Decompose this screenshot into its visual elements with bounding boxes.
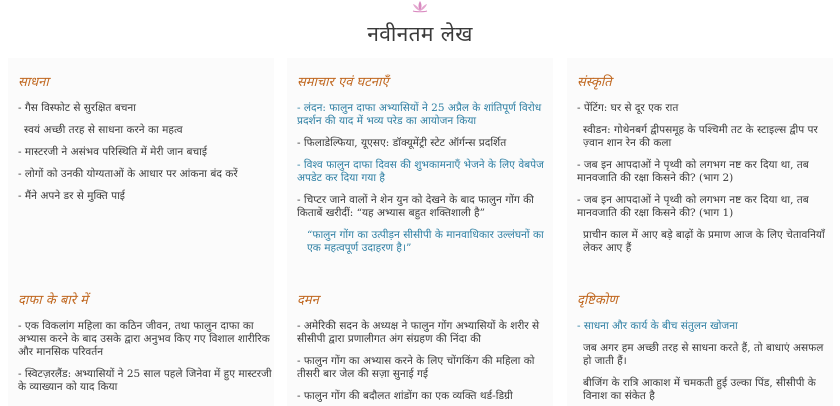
article-link[interactable]: - लंदन: फालुन दाफा अभ्यासियों ने 25 अप्रैल के शांतिपूर्ण विरोध प्रदर्शन की याद में भव्य परेड का आयोजन किया [297,102,542,127]
section-perspectives [577,290,833,406]
article-link[interactable]: - पेंटिंग: घर से दूर एक रात [577,102,679,114]
section-about-dafa [18,290,274,403]
section-heading[interactable]: संस्कृति [577,75,612,90]
section-heading[interactable]: साधना [18,75,49,90]
article-link[interactable]: - फालुन गोंग की बदौलत शांडोंग का एक व्यक्ति थर्ड-डिग्री [297,390,513,402]
column-news [287,58,553,406]
article-link[interactable]: जब अगर हम अच्छी तरह से साधना करते हैं, तो बाधाएं असफल हो जाती हैं। [583,342,824,367]
article-link[interactable]: - साधना और कार्य के बीच संतुलन खोजना [577,320,738,332]
column-practice [8,58,274,406]
article-link[interactable]: प्राचीन काल में आए बड़े बाढ़ों के प्रमाण आज के लिए चेतावनियाँ लेकर आए हैं [583,229,825,254]
article-link[interactable]: - जब इन आपदाओं ने पृथ्वी को लगभग नष्ट कर दिया था, तब मानवजाति की रक्षा किसने की? (भाग 2) [577,159,809,184]
section-heading[interactable]: दाफा के बारे में [18,293,88,308]
article-link[interactable]: स्वयं अच्छी तरह से साधना करने का महत्व [24,124,183,136]
section-heading[interactable]: दमन [297,293,319,308]
article-link[interactable]: - लोगों को उनकी योग्यताओं के आधार पर आंकना बंद करें [18,168,238,180]
column-culture [567,58,833,406]
article-link[interactable]: - स्विटज़रलैंड: अभ्यासियों ने 25 साल पहले जिनेवा में हुए मास्टरजी के व्याख्यान को याद किया [18,368,272,393]
lotus-icon [410,0,430,14]
article-link[interactable]: - मास्टरजी ने असंभव परिस्थिति में मेरी जान बचाई [18,146,208,158]
section-heading[interactable]: समाचार एवं घटनाएँ [297,75,389,90]
article-link[interactable]: “फालुन गोंग का उत्पीड़न सीसीपी के मानवाधिकार उल्लंघनों का एक महत्वपूर्ण उदाहरण है।” [307,229,544,254]
article-link[interactable]: - फिलाडेल्फिया, यूएसए: डॉक्यूमेंट्री स्टेट ऑर्गन्स प्रदर्शित [297,137,507,149]
section-news-events [297,72,553,264]
page-title: नवीनतम लेख [367,22,473,46]
section-culture [577,72,833,264]
section-persecution [297,290,553,406]
section-sadhana [18,72,274,212]
article-link[interactable]: बीजिंग के रात्रि आकाश में चमकती हुई उल्का पिंड, सीसीपी के विनाश का संकेत है [583,377,816,402]
article-link[interactable]: - फालुन गोंग का अभ्यास करने के लिए चोंगकिंग की महिला को तीसरी बार जेल की सज़ा सुनाई गई [297,355,535,380]
article-link[interactable]: - जब इन आपदाओं ने पृथ्वी को लगभग नष्ट कर दिया था, तब मानवजाति की रक्षा किसने की? (भाग 1) [577,194,809,219]
article-link[interactable]: - विश्व फालुन दाफा दिवस की शुभकामनाएँ भेजने के लिए वेबपेज अपडेट कर दिया गया है [297,159,544,184]
article-link[interactable]: - एक विकलांग महिला का कठिन जीवन, तथा फालुन दाफा का अभ्यास करने के बाद उसके द्वारा अनुभव किए गए विशाल शारीरिक और मानसिक परिवर्तन [18,320,270,358]
article-link[interactable]: स्वीडन: गोथेनबर्ग द्वीपसमूह के पश्चिमी तट के स्टाइल्स द्वीप पर ज़्वान शान रेन की कला [583,124,818,149]
section-heading[interactable]: दृष्टिकोण [577,293,618,308]
article-link[interactable]: - गैस विस्फोट से सुरक्षित बचना [18,102,136,114]
article-link[interactable]: - अमेरिकी सदन के अध्यक्ष ने फालुन गोंग अभ्यासियों के शरीर से सीसीपी द्वारा प्रणालीगत अंग संग्रहण की निंदा की [297,320,540,345]
article-link[interactable]: - मैंने अपने डर से मुक्ति पाई [18,190,125,202]
article-link[interactable]: - चिप्टर जाने वालों ने शेन युन को देखने के बाद फालुन गोंग की किताबें खरीदीं: “यह अभ्यास बहुत शक्तिशाली है” [297,194,534,219]
